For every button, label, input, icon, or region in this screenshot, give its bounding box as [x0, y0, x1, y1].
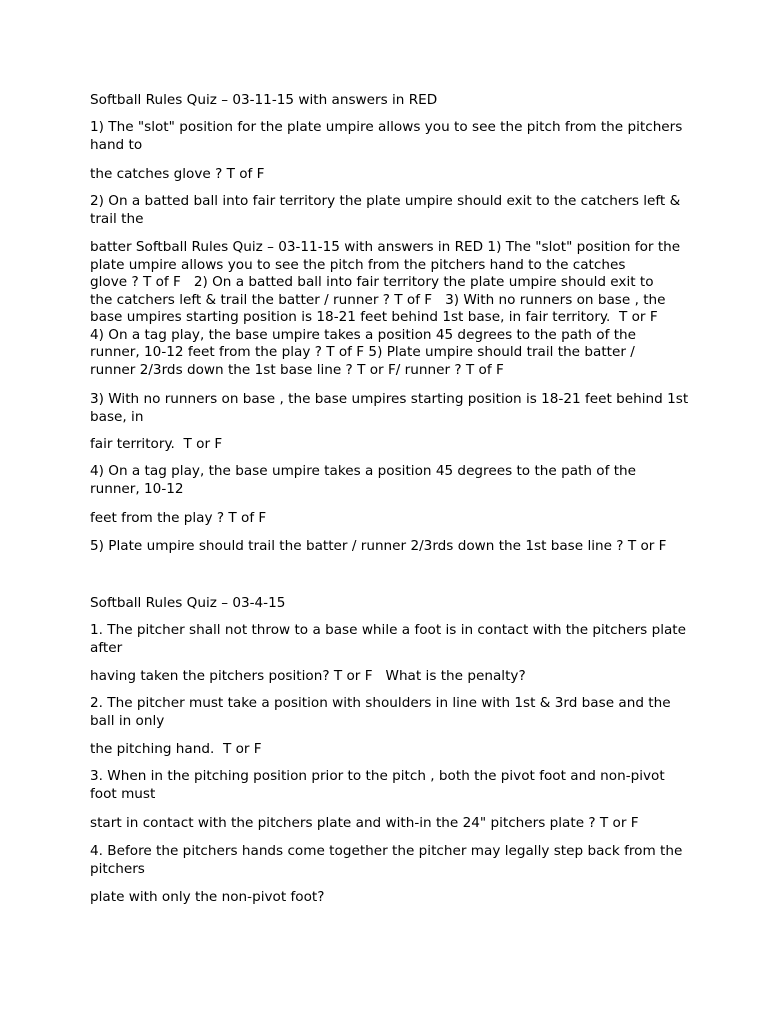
quiz2-q1-line2: having taken the pitchers position? T or F What is the penalty?: [90, 668, 526, 684]
quiz1-q2-paragraph: batter Softball Rules Quiz – 03-11-15 with answers in RED 1) The "slot" position for the plate umpire allows you to see the pitch from the pitchers hand to the catches glove ? T of F 2) On a batted ball into fair territory the plate umpire should exit to the catchers left & trail the batter / runner ? T of F 3) With no runners on base , the base umpires starting position is 18-21 feet behind 1st base, in fair territory. T or F 4) On a tag play, the base umpire takes a position 45 degrees to the path of the runner, 10-12 feet from the play ? T of F 5) Plate umpire should trail the batter / runner 2/3rds down the 1st base line ? T or F/ runner ? T of F: [90, 239, 681, 378]
quiz2-q3-line1: 3. When in the pitching position prior to the pitch , both the pivot foot and non-pivot foot must: [90, 768, 670, 802]
quiz2-q2-line1: 2. The pitcher must take a position with shoulders in line with 1st & 3rd base and the ball in only: [90, 695, 675, 729]
quiz1-q1-line2: the catches glove ? T of F: [90, 166, 265, 182]
quiz2-q4-line1: 4. Before the pitchers hands come together the pitcher may legally step back from the pitchers: [90, 843, 687, 877]
quiz2-title: Softball Rules Quiz – 03-4-15: [90, 595, 286, 611]
quiz1-q4-line1: 4) On a tag play, the base umpire takes a position 45 degrees to the path of the runner, 10-12: [90, 463, 641, 497]
quiz1-q3-line2: fair territory. T or F: [90, 436, 223, 452]
quiz1-title: Softball Rules Quiz – 03-11-15 with answers in RED: [90, 92, 438, 108]
quiz2-q3-line2: start in contact with the pitchers plate and with-in the 24" pitchers plate ? T or F: [90, 815, 639, 831]
quiz1-q4-line2: feet from the play ? T of F: [90, 510, 267, 526]
quiz2-q2-line2: the pitching hand. T or F: [90, 741, 262, 757]
quiz2-q4-line2: plate with only the non-pivot foot?: [90, 889, 325, 905]
quiz1-q1-line1: 1) The "slot" position for the plate umpire allows you to see the pitch from the pitchers hand to: [90, 119, 687, 153]
quiz1-q5: 5) Plate umpire should trail the batter / runner 2/3rds down the 1st base line ? T or F: [90, 538, 667, 554]
quiz1-q2-line1: 2) On a batted ball into fair territory the plate umpire should exit to the catchers left & trail the: [90, 193, 685, 227]
quiz1-q3-line1: 3) With no runners on base , the base umpires starting position is 18-21 feet behind 1st base, in: [90, 391, 693, 425]
quiz2-q1-line1: 1. The pitcher shall not throw to a base while a foot is in contact with the pitchers plate after: [90, 622, 691, 656]
